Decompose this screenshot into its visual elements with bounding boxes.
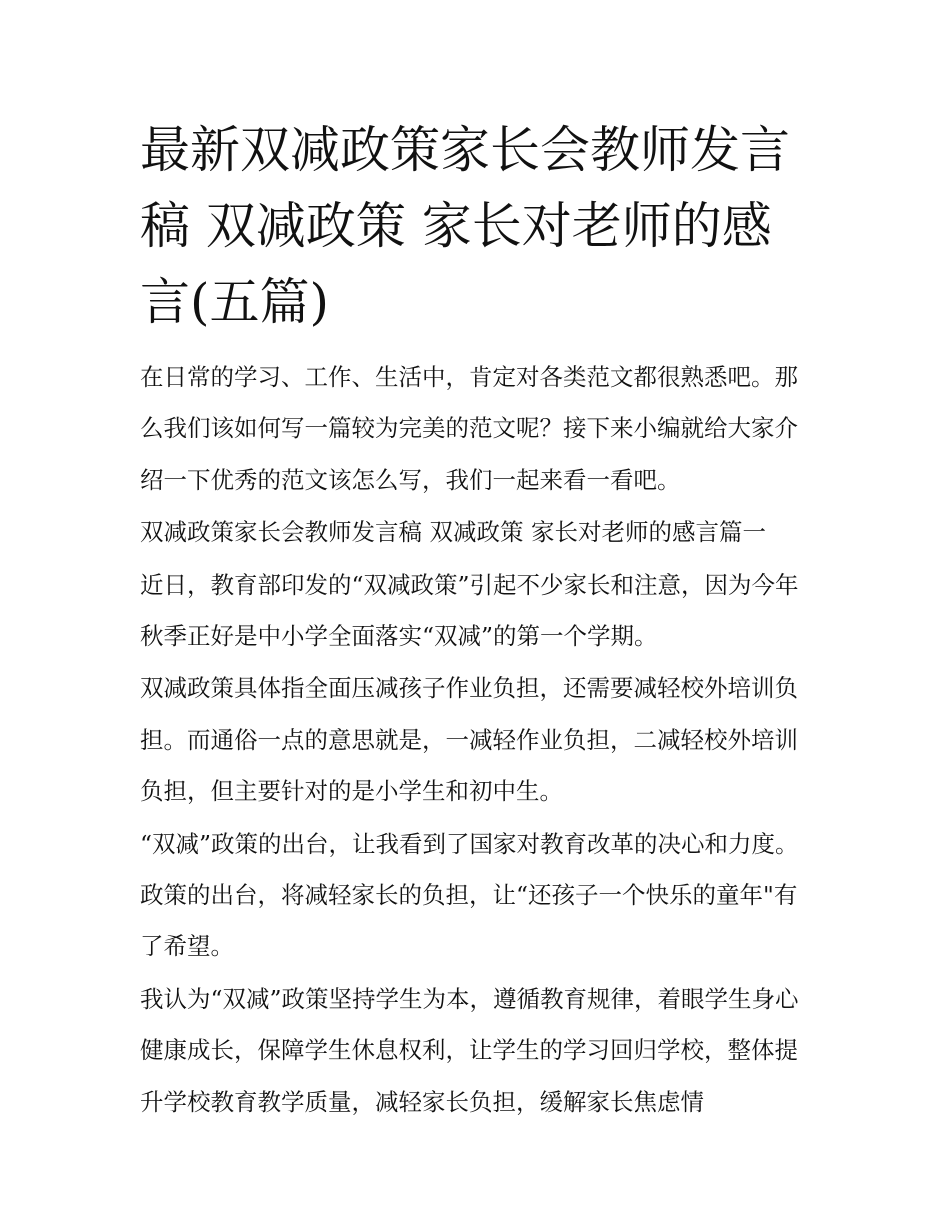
section-heading: 双减政策家长会教师发言稿 双减政策 家长对老师的感言篇一 [140, 518, 766, 547]
body-paragraph: 双减政策具体指全面压减孩子作业负担，还需要减轻校外培训负担。而通俗一点的意思就是，一减轻作业负担，二减轻校外培训负担，但主要针对的是小学生和初中生。 [140, 674, 798, 806]
body-paragraph: 我认为“双减”政策坚持学生为本，遵循教育规律，着眼学生身心健康成长，保障学生休息权利，让学生的学习回归学校，整体提升学校教育教学质量，减轻家长负担，缓解家长焦虑情 [140, 984, 799, 1116]
body-paragraph: “双减”政策的出台，让我看到了国家对教育改革的决心和力度。政策的出台，将减轻家长的负担，让“还孩子一个快乐的童年"有了希望。 [140, 829, 799, 961]
body-paragraph: 近日，教育部印发的“双减政策”引起不少家长和注意，因为今年秋季正好是中小学全面落实“双减”的第一个学期。 [140, 570, 799, 651]
document-body [140, 352, 820, 1129]
intro-paragraph: 在日常的学习、工作、生活中，肯定对各类范文都很熟悉吧。那么我们该如何写一篇较为完美的范文呢？接下来小编就给大家介绍一下优秀的范文该怎么写，我们一起来看一看吧。 [140, 363, 798, 494]
document-title: 最新双减政策家长会教师发言稿 双减政策 家长对老师的感言(五篇) [140, 121, 790, 331]
